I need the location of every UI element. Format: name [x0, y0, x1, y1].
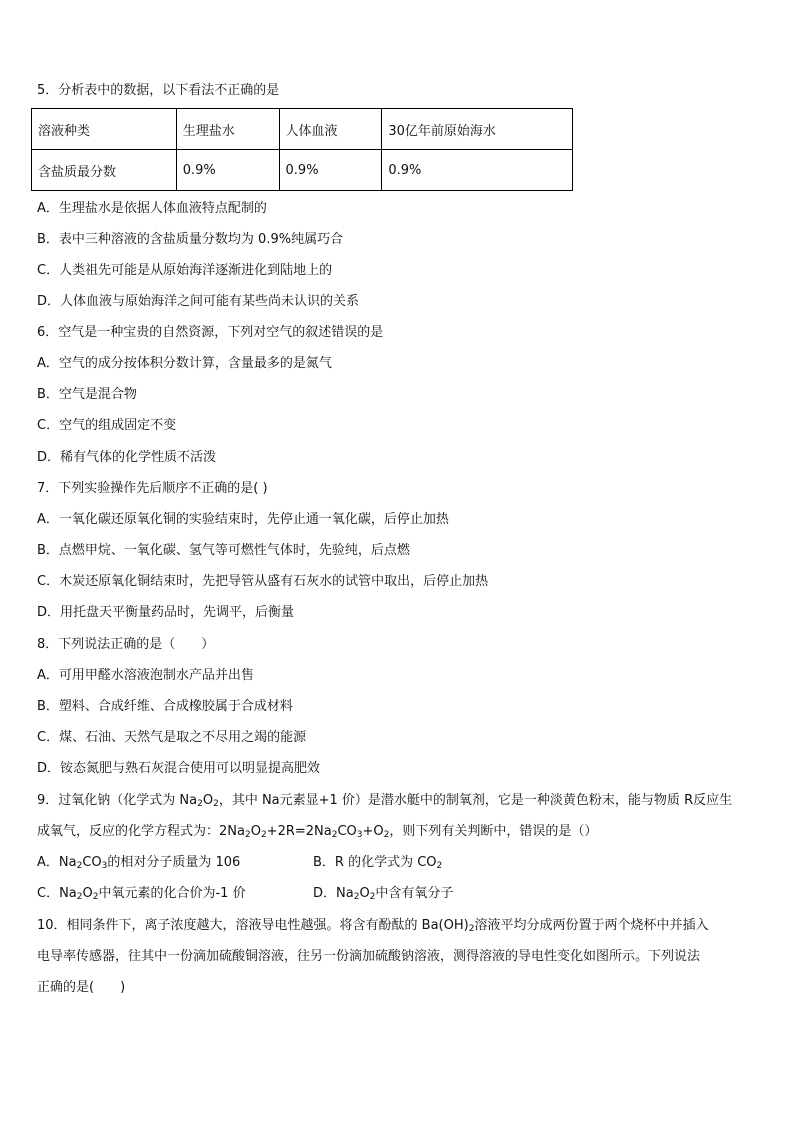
- table-cell: 含盐质最分数: [32, 150, 177, 191]
- q6-option-d: D．稀有气体的化学性质不活泼: [37, 450, 217, 465]
- table-cell: 0.9%: [279, 150, 382, 191]
- q7-option-a: A．一氧化碳还原氧化铜的实验结束时，先停止通一氧化碳，后停止加热: [37, 512, 449, 527]
- q7-option-d: D．用托盘天平衡量药品时，先调平，后衡量: [37, 605, 295, 620]
- q6-option-b: B．空气是混合物: [37, 387, 137, 402]
- q5-option-d: D．人体血液与原始海洋之间可能有某些尚未认识的关系: [37, 294, 360, 309]
- table-cell: 0.9%: [382, 150, 573, 191]
- q5-option-b: B．表中三种溶液的含盐质量分数均为 0.9%纯属巧合: [37, 232, 344, 247]
- q5-option-a: A．生理盐水是依据人体血液特点配制的: [37, 201, 267, 216]
- q6-stem: 6．空气是一种宝贵的自然资源，下列对空气的叙述错误的是: [37, 325, 384, 340]
- table-row: [32, 109, 573, 150]
- q5-stem: 5．分析表中的数据，以下看法不正确的是: [37, 83, 280, 98]
- q8-option-a: A．可用甲醛水溶液泡制水产品并出售: [37, 668, 254, 683]
- q10-stem-line-3: 正确的是( ): [37, 980, 126, 995]
- table-cell: 人体血液: [279, 109, 382, 150]
- q7-option-b: B．点燃甲烷、一氧化碳、氢气等可燃性气体时，先验纯，后点燃: [37, 543, 410, 558]
- q9-options-row-2: [37, 885, 757, 903]
- q10-stem-line-1: 10．相同条件下，离子浓度越大，溶液导电性越强。将含有酚酞的 $Ba(OH)_2$溶液平均分成两份置于两个烧杯中并插入: [37, 918, 709, 934]
- q5-data-table: [31, 108, 573, 191]
- q9-option-d: D．$Na_2O_2$中含有氧分子: [313, 886, 454, 902]
- q5-option-c: C．人类祖先可能是从原始海洋逐渐进化到陆地上的: [37, 263, 333, 278]
- q8-option-d: D．铵态氮肥与熟石灰混合使用可以明显提高肥效: [37, 761, 321, 776]
- q9-option-a: A．$Na_2CO_3$的相对分子质量为 106: [37, 855, 241, 871]
- q6-option-a: A．空气的成分按体积分数计算，含量最多的是氮气: [37, 356, 332, 371]
- table-cell: 0.9%: [176, 150, 279, 191]
- q8-stem: 8．下列说法正确的是（ ）: [37, 637, 215, 652]
- q9-stem-line-2: 成氧气，反应的化学方程式为：$2Na_2O_2+2R=2Na_2CO_3+O_2$，则下列有关判断中，错误的是（）: [37, 824, 598, 840]
- q7-stem: 7．下列实验操作先后顺序不正确的是( ): [37, 481, 268, 496]
- q8-option-c: C．煤、石油、天然气是取之不尽用之竭的能源: [37, 730, 307, 745]
- table-cell: 生理盐水: [176, 109, 279, 150]
- q6-option-c: C．空气的组成固定不变: [37, 418, 177, 433]
- table-row: [32, 150, 573, 191]
- q7-option-c: C．木炭还原氧化铜结束时，先把导管从盛有石灰水的试管中取出，后停止加热: [37, 574, 489, 589]
- q9-option-b: B．R 的化学式为 $CO_2$: [313, 855, 443, 871]
- q8-option-b: B．塑料、合成纤维、合成橡胶属于合成材料: [37, 699, 293, 714]
- table-cell: 30亿年前原始海水: [382, 109, 573, 150]
- q9-options-row-1: [37, 854, 757, 872]
- q10-stem-line-2: 电导率传感器，往其中一份滴加硫酸铜溶液，往另一份滴加硫酸钠溶液，测得溶液的导电性变化如图所示。下列说法: [37, 949, 701, 964]
- table-cell: 溶液种类: [32, 109, 177, 150]
- q9-option-c: C．$Na_2O_2$中氧元素的化合价为-1 价: [37, 886, 246, 902]
- q9-stem-line-1: 9．过氧化钠（化学式为 $Na_2O_2$，其中 Na元素显+1 价）是潜水艇中的制氧剂，它是一种淡黄色粉末，能与物质 R反应生: [37, 793, 733, 809]
